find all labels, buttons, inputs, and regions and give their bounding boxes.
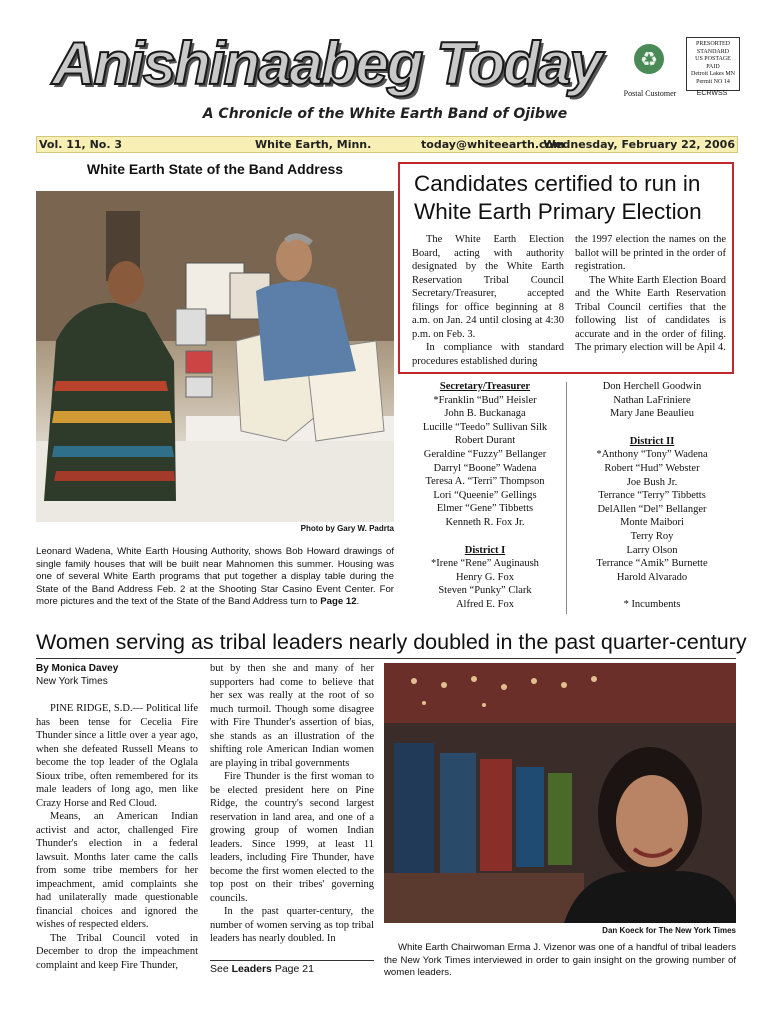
jump-target: Leaders <box>231 963 272 975</box>
candidate-name: Alfred E. Fox <box>455 598 515 610</box>
district2-heading: District II <box>629 435 675 447</box>
ecrwss-label: ECRWSS <box>696 90 728 97</box>
dateline-place: White Earth, Minn. <box>255 138 372 151</box>
recycle-icon: ♻ <box>634 44 664 74</box>
sotb-heading: White Earth State of the Band Address <box>86 161 344 177</box>
byline <box>36 662 206 688</box>
candidate-name: Darryl “Boone” Wadena <box>433 462 537 474</box>
sotb-caption-text: Leonard Wadena, White Earth Housing Authority, shows Bob Howard drawings of single family houses that will be built near Mahnomen this summer. Housing was one of several White Earth programs that put together a display table during the State of the Band Address Feb. 2 at the Shooting Star Casino Event Center. For more pictures and the text of the State of the Band Address turn to <box>36 546 394 607</box>
candidate-name: Kenneth R. Fox Jr. <box>445 516 525 528</box>
vizenor-photo-credit: Dan Koeck for The New York Times <box>602 926 736 935</box>
headline-rule <box>36 658 736 659</box>
paragraph: the 1997 election the names on the ballot will be printed in the order of registration. <box>575 234 726 272</box>
candidate-name: Monte Maibori <box>620 517 684 529</box>
candidate-name: Don Herchell Goodwin <box>602 381 702 392</box>
jump-see: See <box>210 963 229 975</box>
paragraph: but by then she and many of her supporters had come to believe that her sex was really at the root of so much turmoil. Though some disagree with Fire Thunder's assertion of bias, she stands as an illustration of the shifting role American Indian women are playing in tribal governments <box>210 663 374 769</box>
candidate-name: Henry G. Fox <box>455 571 515 583</box>
candidate-name: Mary Jane Beaulieu <box>610 408 694 420</box>
candidate-name: Joe Bush Jr. <box>626 476 678 488</box>
sotb-photo-image <box>36 191 394 522</box>
jump-page: Page 21 <box>274 963 314 975</box>
paragraph: The Tribal Council voted in December to drop the impeachment complaint and keep Fire Thunder, <box>36 932 198 971</box>
sec-treas-heading: Secretary/Treasurer <box>439 381 531 392</box>
postage-permit-box <box>686 37 740 91</box>
candidate-name: Terrance “Amik” Burnette <box>596 558 708 570</box>
dateline-strip <box>36 136 738 153</box>
district1-heading: District I <box>464 544 506 556</box>
candidates-list-left <box>408 380 562 612</box>
email-link[interactable]: today@whiteearth.com <box>421 138 565 151</box>
permit-line: STANDARD <box>696 48 730 55</box>
candidates-headline-line-1: Candidates certified to run in <box>414 171 701 196</box>
candidates-column-2 <box>575 233 726 355</box>
byline-org: New York Times <box>36 676 108 687</box>
candidate-name: Larry Olson <box>626 544 678 556</box>
paragraph: In compliance with standard procedures established during <box>412 342 564 367</box>
column-divider <box>566 382 567 614</box>
candidate-name: Geraldine “Fuzzy” Bellanger <box>423 448 547 460</box>
permit-line: US POSTAGE <box>695 56 731 63</box>
candidates-headline <box>414 170 730 226</box>
vizenor-photo <box>384 663 736 923</box>
tagline: A Chronicle of the White Earth Band of Ojibwe <box>202 106 568 122</box>
masthead-title: Anishinaabeg Today <box>52 30 601 97</box>
permit-line: Permit NO 14 <box>696 78 730 85</box>
candidate-name: Terry Roy <box>630 530 674 542</box>
paragraph: The White Earth Election Board, acting with authority designated by the White Earth Reservation Tribal Council Secretary/Treasurer, accepted filings for office beginning at 8 a.m. on Jan. 24 until closing at 4:30 p.m. on Feb. 3. <box>412 234 564 340</box>
candidate-name: DelAllen “Del” Bellanger <box>597 503 707 515</box>
women-column-1 <box>36 702 198 972</box>
candidates-column-1 <box>412 233 564 368</box>
candidate-name: Teresa A. “Terri” Thompson <box>425 476 545 488</box>
paragraph: The White Earth Election Board and the White Earth Reservation Tribal Council certifies that the following list of candidates is accurate and in the order of filing. The primary election will be Apil 4. <box>575 274 726 353</box>
sotb-caption-page-ref[interactable]: Page 12 <box>320 596 357 607</box>
paragraph: PINE RIDGE, S.D.— Political life has been tense for Cecelia Fire Thunder since a little over a year ago, when she defeated Russell Means to become the top leader of the Oglala Sioux tribe, often remembered for its male leaders of long ago, men like Crazy Horse and Red Cloud. <box>36 703 198 809</box>
sotb-caption <box>36 546 394 609</box>
candidate-name: Lori “Queenie” Gellings <box>433 489 537 501</box>
sotb-photo <box>36 191 394 522</box>
candidate-name: Harold Alvarado <box>616 571 688 583</box>
incumbents-note: * Incumbents <box>623 599 681 611</box>
candidate-name: Lucille “Teedo” Sullivan Silk <box>422 421 548 433</box>
permit-line: PAID <box>706 63 720 70</box>
sotb-caption-end: . <box>356 596 360 607</box>
candidates-headline-line-2: White Earth Primary Election <box>414 199 702 224</box>
paragraph: Means, an American Indian activist and actor, challenged Fire Thunder's election in a federal lawsuit. Months later came the calls from some tribe members for her impeachment, amid complaints she had unilaterally made questionable financial choices and ignored the wishes of respected elders. <box>36 811 198 930</box>
candidate-name: Robert Durant <box>454 435 516 447</box>
volume-number: Vol. 11, No. 3 <box>39 138 122 151</box>
permit-line: Detroit Lakes MN <box>691 71 735 78</box>
jump-line[interactable] <box>210 960 374 975</box>
women-column-2 <box>210 662 374 946</box>
byline-name: By Monica Davey <box>36 663 119 674</box>
candidate-name: *Anthony “Tony” Wadena <box>596 449 708 461</box>
paragraph: In the past quarter-century, the number of women serving as top tribal leaders has nearly doubled. In <box>210 906 374 944</box>
candidate-name: Nathan LaFriniere <box>613 394 691 406</box>
candidate-name: Steven “Punky” Clark <box>438 585 532 597</box>
candidates-list-right <box>572 380 732 612</box>
candidate-name: John B. Buckanaga <box>444 408 526 420</box>
sotb-photo-credit: Photo by Gary W. Padrta <box>300 524 394 533</box>
vizenor-photo-image <box>384 663 736 923</box>
vizenor-caption: White Earth Chairwoman Erma J. Vizenor was one of a handful of tribal leaders the New York Times interviewed in order to gain insight on the growing number of women leaders. <box>384 942 736 978</box>
candidate-name: Terrance “Terry” Tibbetts <box>598 490 706 502</box>
paragraph: Fire Thunder is the first woman to be elected president here on Pine Ridge, the country's second largest reservation in land area, and one of a growing group of women Indian leaders. Since 1999, at least 11 leaders, including Fire Thunder, have become the first women elected to the top post on their tribes' governing councils. <box>210 771 374 904</box>
candidate-name: Elmer “Gene” Tibbetts <box>436 503 534 515</box>
women-headline: Women serving as tribal leaders nearly doubled in the past quarter-century <box>36 630 747 654</box>
candidate-name: *Irene “Rene” Auginaush <box>431 558 539 570</box>
issue-date: Wednesday, February 22, 2006 <box>543 138 735 151</box>
candidate-name: *Franklin “Bud” Heisler <box>433 394 537 406</box>
candidate-name: Robert “Hud” Webster <box>604 462 700 474</box>
postal-customer-label: Postal Customer <box>623 89 677 98</box>
permit-line: PRESORTED <box>696 41 730 47</box>
